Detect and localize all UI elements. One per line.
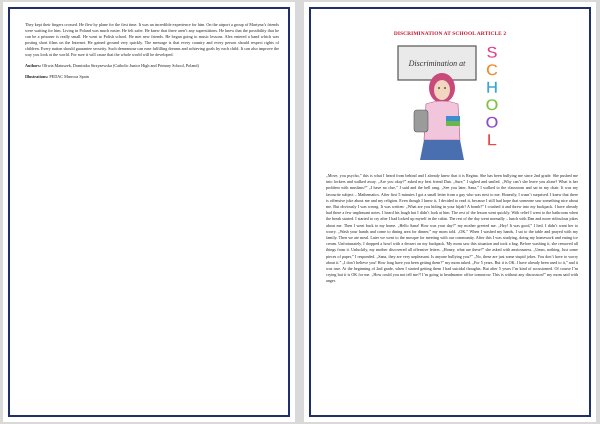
backpack — [414, 110, 428, 132]
illustrations-label: Illustrations: — [25, 74, 49, 79]
book — [446, 116, 460, 121]
article-title: DISCRIMINATION AT SCHOOL ARTICLE 2 — [393, 31, 507, 37]
story-ending-paragraph: They kept their fingers crossed. He flew by plane for the first time. It was an incredible experience for him. On the airport a group of Martyna’s friends were waiting for him. Living in Poland was much easier. He felt safer. He knew that there aren’t any superstitions. He knew that the possibility that he can be a prisoner is really small. He went to Polish school. He met new friends. He began going to music lessons. Alex entered a band which was posting short films on the Internet. He gained ground very quickly. The message is that every country and every person should respect rights of children. Every nation should guarantee security. Such demeanour can ease fulfilling dreams and achieving goals by each child. It can also improve the way you look at the world. For sure it will cause that the whole world will be developed. — [25, 22, 279, 57]
school-letter: L — [486, 130, 498, 150]
illustrations-credit — [25, 74, 279, 80]
school-letter: H — [485, 78, 499, 97]
school-letter: O — [485, 95, 499, 115]
school-letters — [485, 44, 498, 150]
left-page-text — [25, 22, 279, 85]
school-letter: S — [486, 44, 498, 62]
authors-label: Authors: — [25, 63, 42, 68]
article-illustration — [394, 44, 512, 164]
skirt — [420, 140, 464, 160]
chalkboard-text: Discrimination at — [408, 59, 466, 68]
school-letter: O — [485, 113, 499, 132]
article-story-text: „Move, you psycho,” this is what I heard from behind and I already knew that it is Regina. She has been bullying me since 2nd grade. She pushed me into lockers and walked away. „Are you okay?” asked my best friend Dan. „Sure,” I sighed and smiled. „Why can’t she leave you alone? What is her problem with muslims?” „I have no clue,” I said and the bell rang. „See you later, Sana.” I walked to the classroom and sat in my chair. It was my favourite subject – Mathematics. After first 5 minutes I got a small letter from a guy who was next to me. Honestly, I wasn’t surprised. I knew that there is offensive joke about me and my religion. Even though I knew it, I decided to read it, because I still had hope that someone saw something nice about me. But obviously I was wrong. It was written: „What are you hiding in your hijab? A bomb?” I crushed it and threw into my backpack. I have already had there a few unpleasant notes. I heard his laugh but I didn’t look at him. The rest of the lesson went quickly. With relief I went to the bathroom when the break started. I started to cry after I had locked up myself in the cabin. The rest of the day went normally – lunch with Dan and more ridiculous jokes about me. Then I went back to my home. „Hello Sana! How was your day?” my mother greeted me. „Hey! It was good,” I lied. I didn’t want her to worry. „Wash your hands and come to dining area for dinner,” my mom told. „OK.” When I washed my hands, I sat to the table and prayed with my family. Then we ate meal. Later we went to the mosque for meeting with our community. After this I was studying, doing my homework and eating ice cream. Unfortunately, I dropped a bowl with a dessert on my backpack. My mom saw this situation and took a bag. Before washing it, she removed all things from it. Unluckily, my mother discovered all offensive letters. „Honey, what are these?” she asked with anxiousness. „Umm, nothing. Just some pieces of paper,” I responded. „Sana, they are very unpleasant. Is anyone bullying you?” „No, these are just some stupid jokes. You don’t have to worry about it.” „I don’t believe you! How long have you been getting them?” my mom asked. „For 5 years. But it is OK. I have already been used to it,” and it was true. At the beginning of 2nd grade, when I started getting them I had suicidal thoughts. But after 5 years I’m kind of accustomed. Of course I’m crying but it is OK for me. „How could you not tell me?! I’m going to headmaster office tomorrow. This is without any discussion!” my mom said with anger. — [326, 173, 578, 284]
eye-left — [438, 87, 440, 89]
right-page — [304, 2, 596, 422]
left-page — [3, 2, 295, 422]
illustrations-text: PEDAC Marroca Spain — [48, 74, 89, 79]
authors-text: Oliwia Matuszek, Dominika Strzyzewska (Catholic Junior High and Primary School, Poland) — [41, 63, 199, 68]
eye-right — [444, 87, 446, 89]
school-letter: C — [485, 60, 499, 80]
face — [434, 80, 450, 100]
authors-credit — [25, 63, 279, 69]
book — [446, 121, 460, 126]
